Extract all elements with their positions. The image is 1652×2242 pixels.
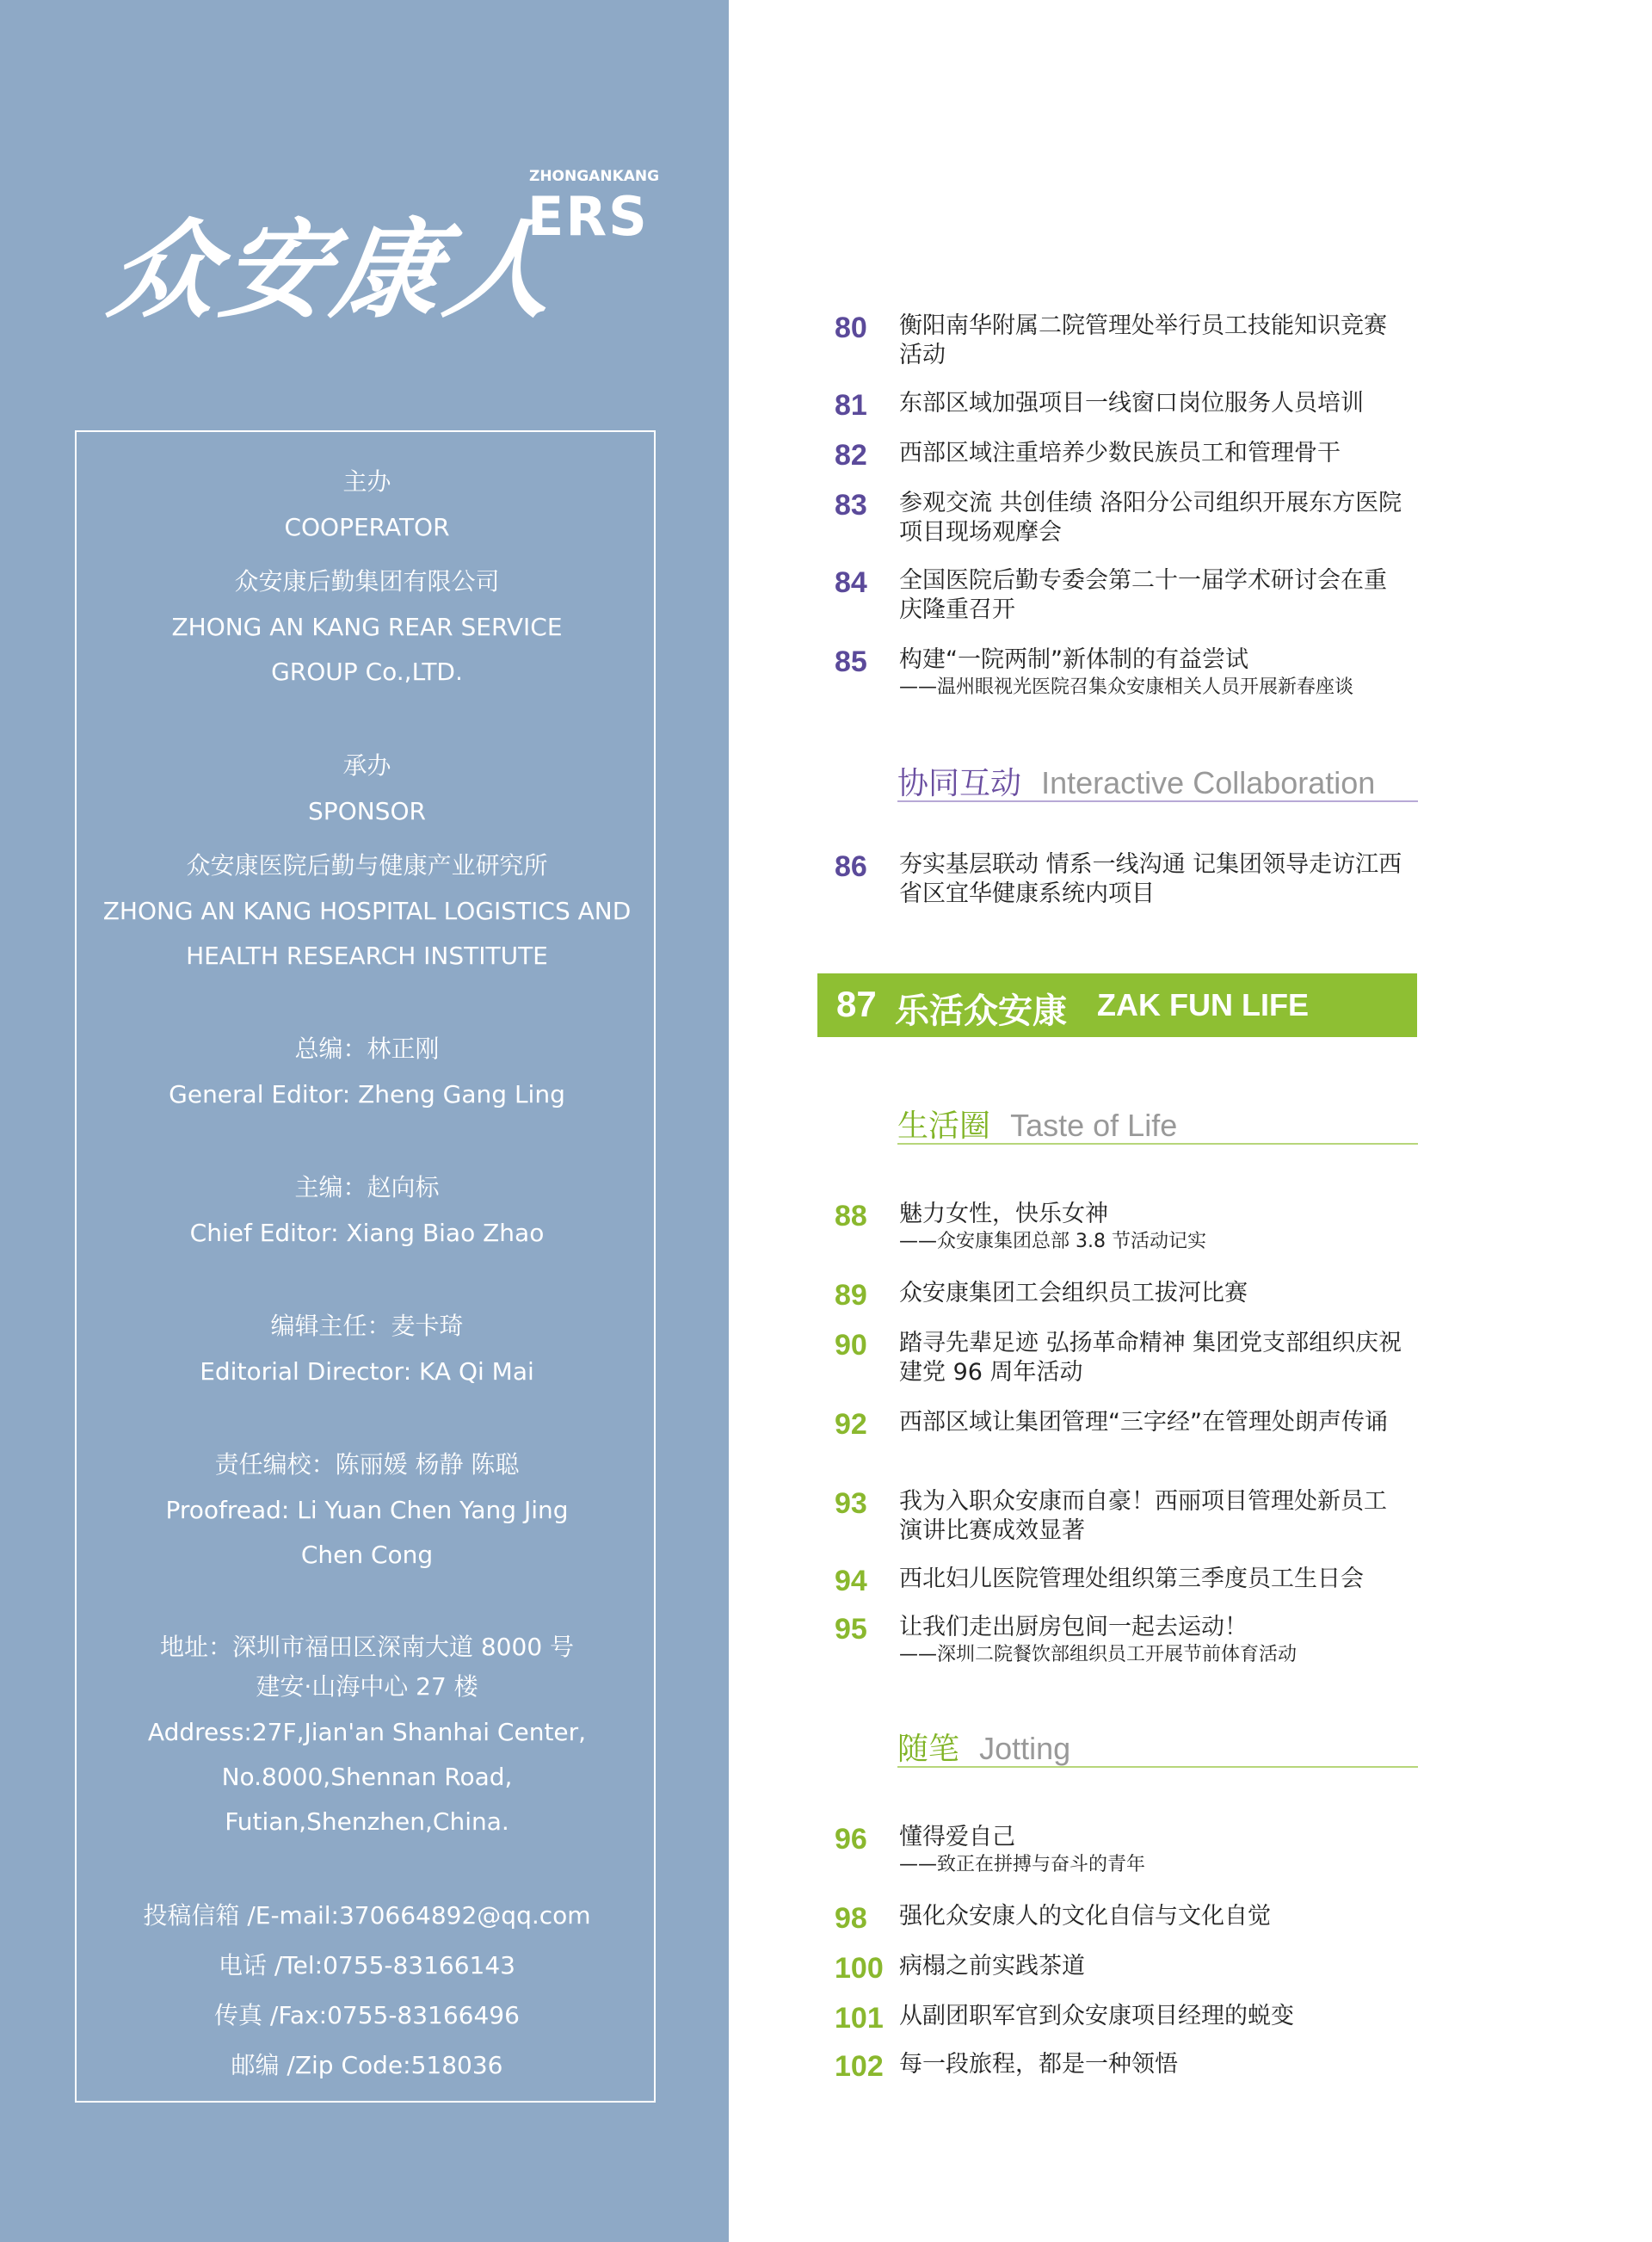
article-title: 东部区域加强项目一线窗口岗位服务人员培训 bbox=[899, 390, 1364, 417]
sponsor-org-cn: 众安康后勤集团有限公司 bbox=[234, 567, 500, 596]
page-number: 80 bbox=[835, 312, 867, 344]
page-number: 85 bbox=[835, 645, 867, 678]
article-title: 参观交流 共创佳绩 洛阳分公司组织开展东方医院项目现场观摩会 bbox=[899, 490, 1402, 546]
article-title: 让我们走出厨房包间一起去运动！ bbox=[899, 1614, 1248, 1640]
banner-title-en: ZAK FUN LIFE bbox=[1097, 987, 1309, 1022]
section-title-en: Interactive Collaboration bbox=[1041, 765, 1376, 800]
page-number: 81 bbox=[835, 389, 867, 422]
fax-line: 传真 /Fax:0755-83166496 bbox=[214, 2001, 520, 2029]
section-title-en: Taste of Life bbox=[1010, 1108, 1178, 1143]
banner-title-cn: 乐活众安康 bbox=[895, 991, 1067, 1031]
article-title: 夯实基层联动 情系一线沟通 记集团领导走访江西省区宜华健康系统内项目 bbox=[899, 851, 1402, 907]
article-title-block bbox=[899, 1613, 1407, 1668]
page-number: 96 bbox=[835, 1823, 867, 1856]
article-subtitle: ——致正在拼搏与奋斗的青年 bbox=[899, 1854, 1146, 1875]
chief-editor-en: Chief Editor: Xiang Biao Zhao bbox=[189, 1219, 545, 1247]
page-number: 92 bbox=[835, 1408, 867, 1441]
article-title-block bbox=[899, 1823, 1407, 1878]
sponsor-org-en-2: GROUP Co.,LTD. bbox=[271, 658, 463, 686]
banner-page-number: 87 bbox=[836, 984, 877, 1024]
logo-small-text: ZHONGANKANG bbox=[529, 168, 660, 185]
section-banner-zak-fun-life[interactable] bbox=[817, 973, 1417, 1037]
article-title: 魅力女性，快乐女神 bbox=[899, 1201, 1108, 1227]
address-cn-1: 地址：深圳市福田区深南大道 8000 号 bbox=[159, 1633, 575, 1661]
email-line: 投稿信箱 /E-mail:370664892@qq.com bbox=[143, 1901, 591, 1930]
tel-line: 电话 /Tel:0755-83166143 bbox=[219, 1951, 515, 1980]
general-editor-en: General Editor: Zheng Gang Ling bbox=[169, 1080, 565, 1109]
sponsor-en: COOPERATOR bbox=[284, 513, 450, 541]
page-number: 98 bbox=[835, 1902, 867, 1935]
address-cn-2: 建安·山海中心 27 楼 bbox=[256, 1672, 478, 1701]
article-subtitle: ——深圳二院餐饮部组织员工开展节前体育活动 bbox=[899, 1644, 1298, 1665]
article-title: 西部区域注重培养少数民族员工和管理骨干 bbox=[899, 440, 1341, 466]
article-title: 西部区域让集团管理“三字经”在管理处朗声传诵 bbox=[899, 1409, 1388, 1436]
page-number: 83 bbox=[835, 489, 867, 522]
editorial-director-en: Editorial Director: KA Qi Mai bbox=[200, 1357, 534, 1386]
page-number: 93 bbox=[835, 1487, 867, 1520]
section-title-cn: 生活圈 bbox=[897, 1109, 991, 1144]
section-title-en: Jotting bbox=[979, 1731, 1071, 1766]
address-en-3: Futian,Shenzhen,China. bbox=[225, 1807, 509, 1836]
page-number: 94 bbox=[835, 1565, 867, 1597]
article-title: 众安康集团工会组织员工拔河比赛 bbox=[899, 1280, 1248, 1306]
article-title: 强化众安康人的文化自信与文化自觉 bbox=[899, 1903, 1271, 1930]
organizer-org-cn: 众安康医院后勤与健康产业研究所 bbox=[186, 851, 548, 880]
proofread-cn: 责任编校：陈丽媛 杨静 陈聪 bbox=[214, 1450, 520, 1479]
article-title: 构建“一院两制”新体制的有益尝试 bbox=[899, 646, 1248, 673]
organizer-cn: 承办 bbox=[342, 751, 391, 780]
general-editor-cn: 总编：林正刚 bbox=[294, 1035, 440, 1063]
address-en-2: No.8000,Shennan Road, bbox=[221, 1763, 513, 1791]
organizer-en: SPONSOR bbox=[308, 797, 426, 825]
left-info-panel bbox=[0, 0, 729, 2242]
editorial-director-cn: 编辑主任：麦卡琦 bbox=[270, 1312, 464, 1340]
page-number: 95 bbox=[835, 1613, 867, 1646]
article-title: 从副团职军官到众安康项目经理的蜕变 bbox=[899, 2003, 1294, 2029]
article-title: 我为入职众安康而自豪！西丽项目管理处新员工演讲比赛成效显著 bbox=[899, 1488, 1387, 1544]
page-number: 102 bbox=[835, 2050, 884, 2083]
article-title: 病榻之前实践茶道 bbox=[899, 1953, 1085, 1980]
organizer-org-en-1: ZHONG AN KANG HOSPITAL LOGISTICS AND bbox=[102, 897, 632, 925]
section-interactive-collaboration bbox=[897, 759, 1418, 802]
page-number: 88 bbox=[835, 1200, 867, 1232]
section-title-cn: 协同互动 bbox=[897, 766, 1022, 801]
logo-chinese: 众安康人 bbox=[102, 208, 567, 333]
article-title: 全国医院后勤专委会第二十一届学术研讨会在重庆隆重召开 bbox=[899, 567, 1387, 623]
magazine-logo bbox=[102, 168, 671, 333]
section-title-cn: 随笔 bbox=[897, 1732, 960, 1767]
article-title: 衡阳南华附属二院管理处举行员工技能知识竞赛活动 bbox=[899, 312, 1387, 368]
page-number: 90 bbox=[835, 1329, 867, 1362]
sponsor-org-en-1: ZHONG AN KANG REAR SERVICE bbox=[171, 613, 563, 641]
page-number: 82 bbox=[835, 439, 867, 472]
sponsor-cn: 主办 bbox=[342, 467, 391, 496]
section-taste-of-life bbox=[897, 1102, 1418, 1145]
article-title: 懂得爱自己 bbox=[899, 1824, 1015, 1850]
article-title: 每一段旅程，都是一种领悟 bbox=[899, 2051, 1178, 2078]
zip-line: 邮编 /Zip Code:518036 bbox=[231, 2051, 503, 2079]
article-title: 西北妇儿医院管理处组织第三季度员工生日会 bbox=[899, 1566, 1364, 1592]
logo-ers: ERS bbox=[527, 185, 649, 248]
section-jotting bbox=[897, 1725, 1418, 1768]
page-number: 101 bbox=[835, 2002, 884, 2035]
article-title: 踏寻先辈足迹 弘扬革命精神 集团党支部组织庆祝建党 96 周年活动 bbox=[899, 1330, 1402, 1386]
article-title-block bbox=[899, 645, 1407, 701]
masthead-box bbox=[75, 430, 656, 2103]
chief-editor-cn: 主编：赵向标 bbox=[294, 1173, 440, 1201]
page-number: 86 bbox=[835, 850, 867, 883]
page-number: 89 bbox=[835, 1279, 867, 1312]
article-title-block bbox=[899, 1200, 1407, 1255]
article-subtitle: ——众安康集团总部 3.8 节活动记实 bbox=[899, 1231, 1206, 1252]
organizer-org-en-2: HEALTH RESEARCH INSTITUTE bbox=[186, 942, 548, 970]
page-number: 84 bbox=[835, 566, 867, 599]
address-en-1: Address:27F,Jian'an Shanhai Center, bbox=[147, 1718, 587, 1746]
proofread-en-1: Proofread: Li Yuan Chen Yang Jing bbox=[165, 1496, 569, 1524]
page-number: 100 bbox=[835, 1952, 884, 1985]
proofread-en-2: Chen Cong bbox=[300, 1541, 434, 1569]
article-subtitle: ——温州眼视光医院召集众安康相关人员开展新春座谈 bbox=[899, 676, 1354, 698]
